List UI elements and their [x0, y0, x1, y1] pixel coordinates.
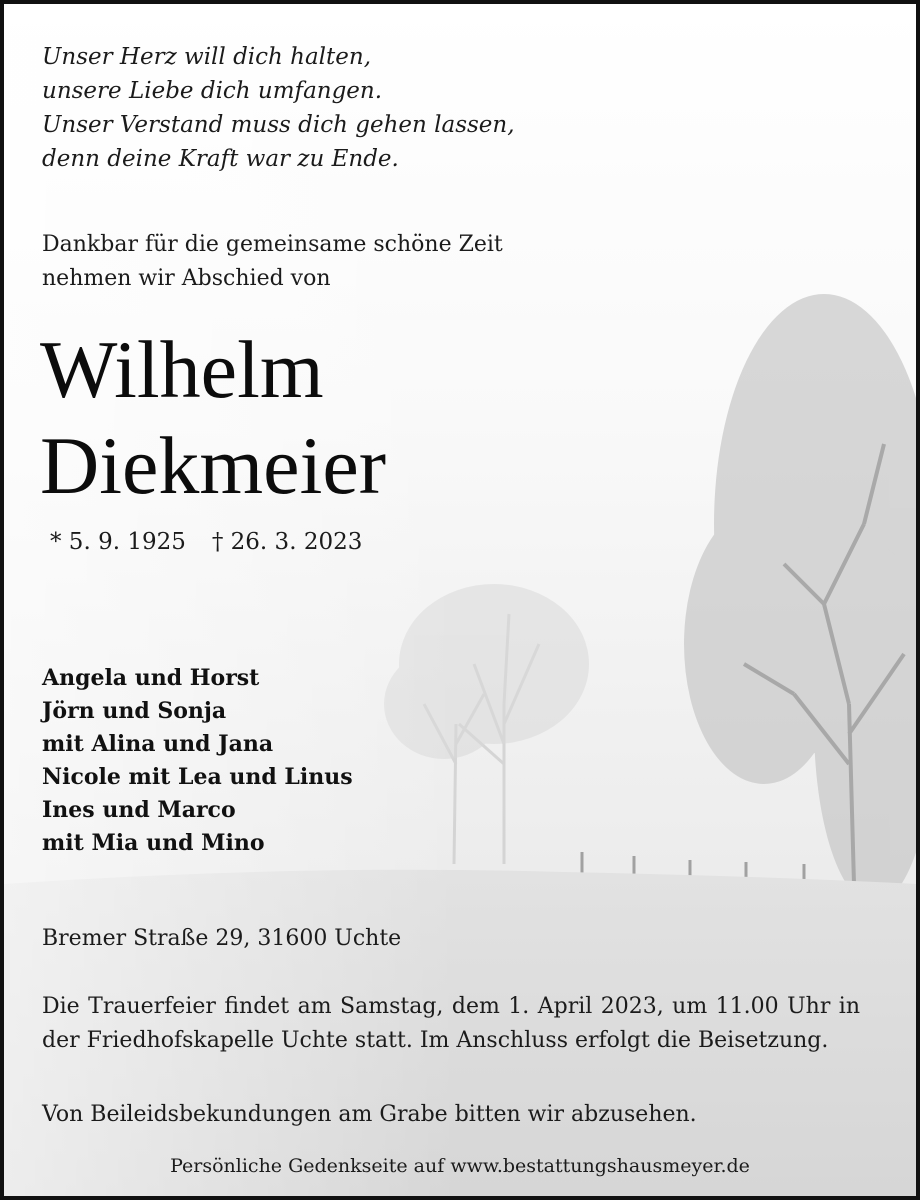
condolence-note: Von Beileidsbekundungen am Grabe bitten wir abzusehen.	[42, 1102, 697, 1127]
memorial-label: Persönliche Gedenkseite auf	[170, 1155, 445, 1177]
funeral-info: Die Trauerfeier findet am Samstag, dem 1. April 2023, um 11.00 Uhr in der Friedhofskapelle Uchte statt. Im Anschluss erfolgt die Beisetzung.	[42, 994, 860, 1053]
intro-line: nehmen wir Abschied von	[42, 266, 331, 291]
life-dates	[50, 526, 362, 558]
mourner-line: Angela und Horst	[42, 665, 260, 691]
poem-line: Unser Verstand muss dich gehen lassen,	[42, 112, 515, 138]
farewell-intro	[42, 228, 503, 296]
deceased-name	[40, 322, 386, 514]
mourner-line: Jörn und Sonja	[42, 698, 227, 724]
poem-line: unsere Liebe dich umfangen.	[42, 78, 383, 104]
mourner-line: Nicole mit Lea und Linus	[42, 764, 353, 790]
mourner-line: mit Mia und Mino	[42, 830, 265, 856]
birth-date: * 5. 9. 1925	[50, 529, 186, 555]
mourner-line: mit Alina und Jana	[42, 731, 274, 757]
poem	[42, 40, 515, 176]
death-date: † 26. 3. 2023	[211, 529, 363, 555]
poem-line: Unser Herz will dich halten,	[42, 44, 372, 70]
mourner-line: Ines und Marco	[42, 797, 236, 823]
memorial-link[interactable]: www.bestattungshausmeyer.de	[450, 1155, 750, 1177]
mourners-list	[42, 662, 353, 860]
last-name: Diekmeier	[40, 420, 387, 511]
family-address: Bremer Straße 29, 31600 Uchte	[42, 926, 402, 951]
first-name: Wilhelm	[40, 324, 324, 415]
intro-line: Dankbar für die gemeinsame schöne Zeit	[42, 232, 503, 257]
memorial-footer	[4, 1152, 916, 1180]
poem-line: denn deine Kraft war zu Ende.	[42, 146, 399, 172]
